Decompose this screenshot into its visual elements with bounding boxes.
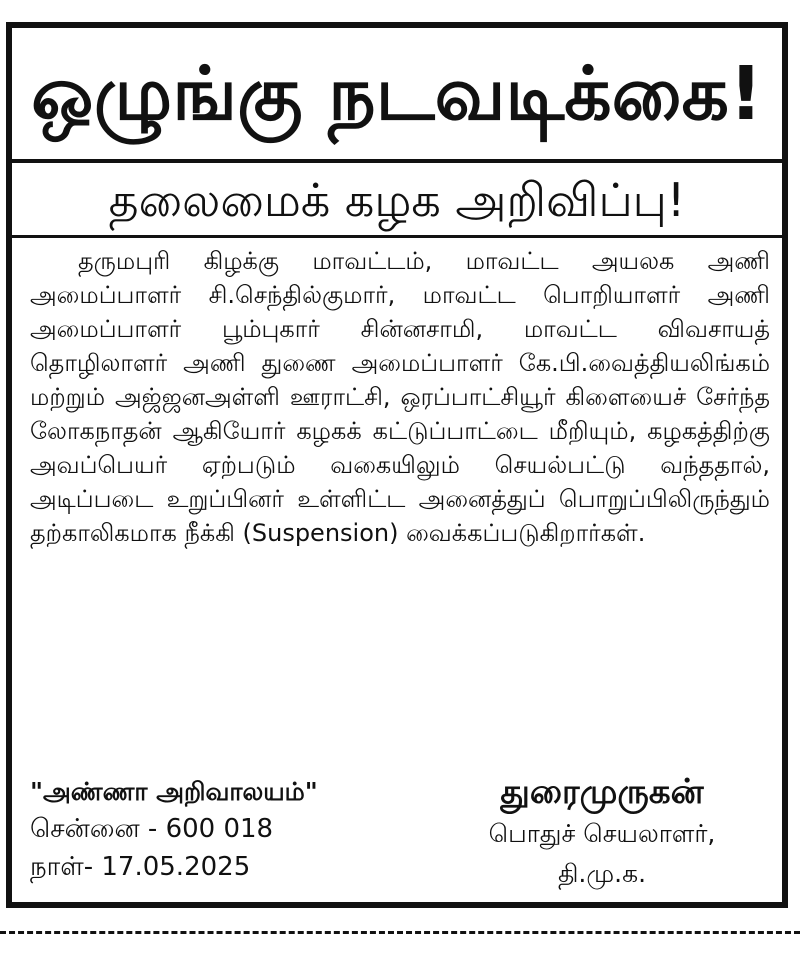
signatory-name: துரைமுருகன்: [500, 772, 704, 812]
office-block: [30, 774, 410, 886]
notice-body: தருமபுரி கிழக்கு மாவட்டம், மாவட்ட அயலக அணி அமைப்பாளர் சி.செந்தில்குமார், மாவட்ட பொறியாளர் அணி அமைப்பாளர் பூம்புகார் சின்னசாமி, மாவட்ட விவசாயத் தொழிலாளர் அணி துணை அமைப்பாளர் கே.பி.வைத்தியலிங்கம் மற்றும் அஜ்ஜனஅள்ளி ஊராட்சி, ஒரப்பாட்சியூர் கிளையைச் சேர்ந்த லோகநாதன் ஆகியோர் கழகக் கட்டுப்பாட்டை மீறியும், கழகத்திற்கு அவப்பெயர் ஏற்படும் வகையிலும் செயல்பட்டு வந்ததால், அடிப்படை உறுப்பினர் உள்ளிட்ட அனைத்துப் பொறுப்பிலிருந்தும் தற்காலிகமாக நீக்கி (Suspension) வைக்கப்படுகிறார்கள்.: [30, 247, 770, 547]
signatory-block: [432, 770, 772, 894]
office-city: சென்னை - 600 018: [30, 814, 274, 844]
office-venue: "அண்ணா அறிவாலயம்": [30, 777, 318, 806]
headline: ஒழுங்கு நடவடிக்கை!: [31, 50, 763, 137]
notice-date: நாள்- 17.05.2025: [30, 852, 251, 882]
signatory-role: பொதுச் செயலாளர்,: [488, 819, 716, 848]
subheadline: தலைமைக் கழக அறிவிப்பு!: [108, 172, 686, 227]
signatory-party: தி.மு.க.: [557, 859, 647, 888]
cut-line: [0, 931, 800, 934]
headline-divider: [12, 159, 782, 163]
notice-box: [6, 22, 788, 908]
subheadline-divider: [12, 235, 782, 238]
